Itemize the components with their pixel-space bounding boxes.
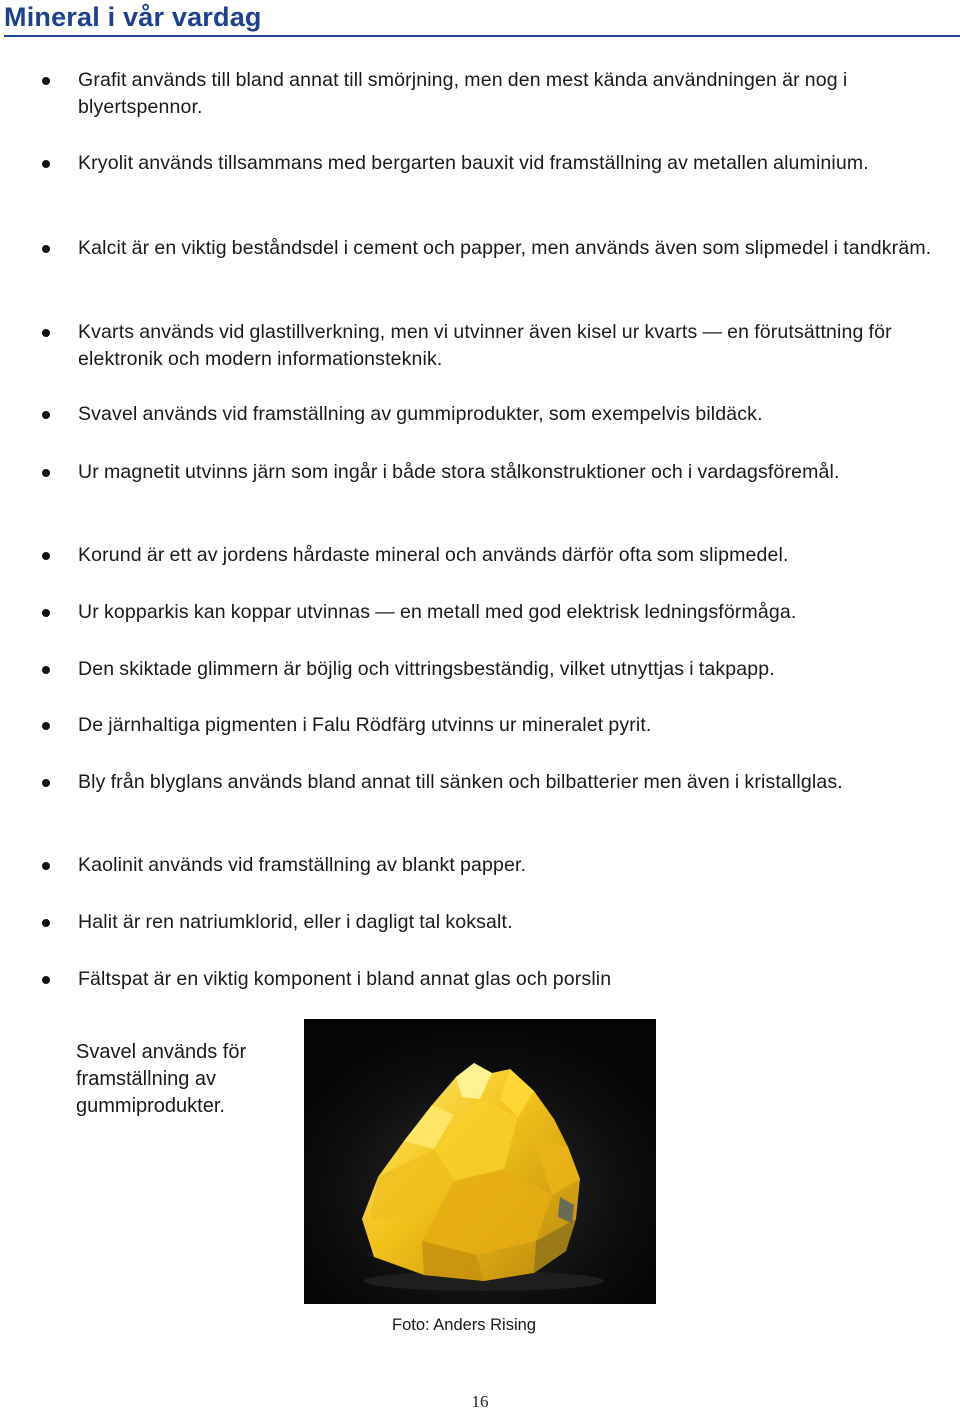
bullet-icon: [42, 609, 50, 617]
bullet-icon: [42, 666, 50, 674]
bullet-icon: [42, 160, 50, 168]
title-divider: [4, 35, 960, 37]
bullet-icon: [42, 779, 50, 787]
list-item-text: Korund är ett av jordens hårdaste mineral och används därför ofta som slipmedel.: [78, 544, 789, 566]
photo-credit: Foto: Anders Rising: [392, 1316, 536, 1334]
bullet-icon: [42, 411, 50, 419]
list-item-text: Ur magnetit utvinns järn som ingår i både stora stålkonstruktioner och i vardagsföremål.: [78, 461, 840, 483]
list-item-text: Grafit används till bland annat till smörjning, men den mest kända användningen är nog i blyertspennor.: [78, 69, 848, 118]
bullet-icon: [42, 329, 50, 337]
page-title: Mineral i vår vardag: [4, 2, 262, 32]
list-item-text: Halit är ren natriumklorid, eller i dagligt tal koksalt.: [78, 911, 513, 933]
bullet-icon: [42, 862, 50, 870]
bullet-icon: [42, 919, 50, 927]
list-item-text: Fältspat är en viktig komponent i bland annat glas och porslin: [78, 968, 612, 990]
list-item-text: Svavel används vid framställning av gummiprodukter, som exempelvis bildäck.: [78, 403, 763, 425]
bullet-icon: [42, 552, 50, 560]
list-item-text: De järnhaltiga pigmenten i Falu Rödfärg utvinns ur mineralet pyrit.: [78, 714, 652, 736]
bullet-icon: [42, 245, 50, 253]
sulfur-crystal-photo: [304, 1019, 656, 1304]
list-item-text: Kryolit används tillsammans med bergarten bauxit vid framställning av metallen aluminium.: [78, 152, 869, 174]
page-number: 16: [471, 1392, 489, 1411]
list-item-text: Bly från blyglans används bland annat till sänken och bilbatterier men även i kristallglas.: [78, 771, 843, 793]
bullet-icon: [42, 469, 50, 477]
bullet-icon: [42, 976, 50, 984]
figure-caption: Svavel används för framställning av gummiprodukter.: [76, 1041, 247, 1117]
list-item-text: Ur kopparkis kan koppar utvinnas — en metall med god elektrisk ledningsförmåga.: [78, 601, 797, 623]
list-item-text: Kaolinit används vid framställning av blankt papper.: [78, 854, 527, 876]
list-item-text: Kalcit är en viktig beståndsdel i cement och papper, men används även som slipmedel i tandkräm.: [78, 237, 932, 259]
bullet-icon: [42, 722, 50, 730]
list-item-text: Den skiktade glimmern är böjlig och vittringsbeständig, vilket utnyttjas i takpapp.: [78, 658, 775, 680]
bullet-icon: [42, 77, 50, 85]
list-item-text: Kvarts används vid glastillverkning, men vi utvinner även kisel ur kvarts — en förutsättning för elektronik och modern informationsteknik.: [78, 321, 892, 370]
